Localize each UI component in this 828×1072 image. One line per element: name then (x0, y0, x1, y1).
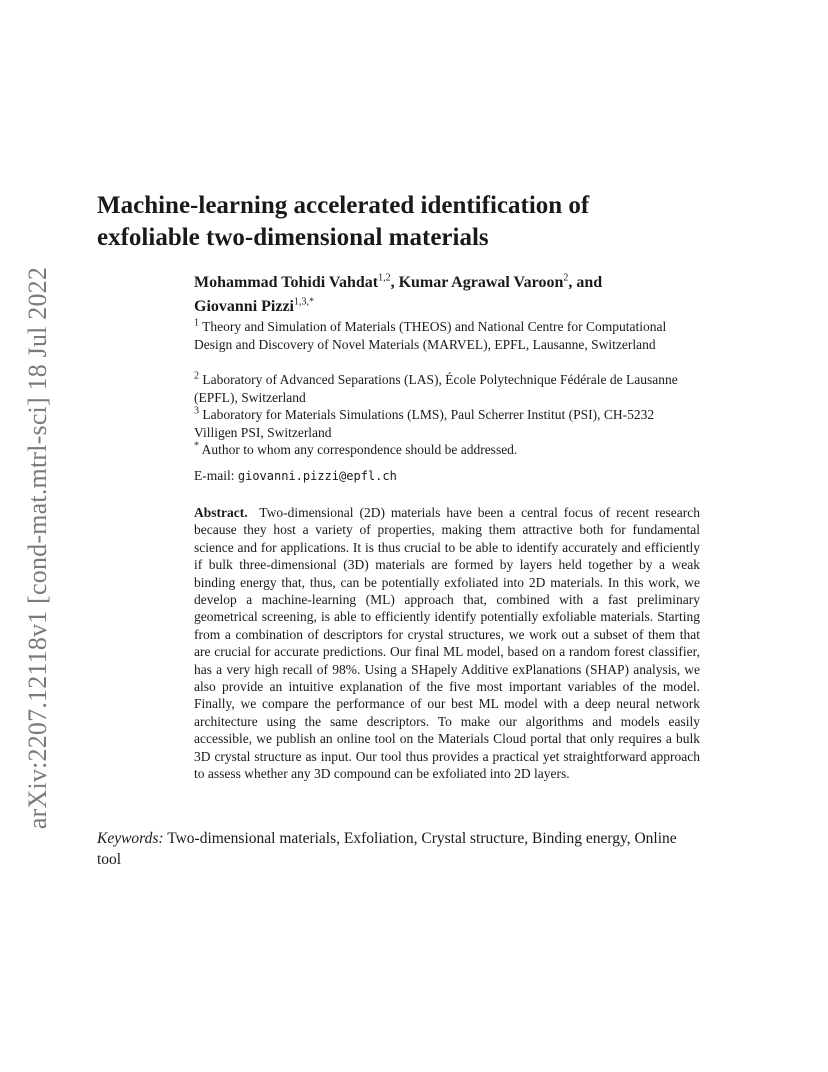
author-3-name: Giovanni Pizzi (194, 298, 294, 315)
email-address-link[interactable]: giovanni.pizzi@epfl.ch (237, 469, 397, 483)
affiliation-2-text: Laboratory of Advanced Separations (LAS), École Polytechnique Fédérale de Lausanne (EPFL), Switzerland (194, 372, 678, 405)
abstract-label: Abstract. (194, 505, 248, 520)
email-label: E-mail: (194, 468, 238, 483)
title-line-2: exfoliable two-dimensional materials (97, 224, 489, 251)
arxiv-identifier-text: arXiv:2207.12118v1 [cond-mat.mtrl-sci] 18 Jul 2022 (23, 266, 52, 829)
affiliation-3-mark: 3 (194, 405, 199, 417)
paper-title (97, 190, 717, 254)
title-line-1: Machine-learning accelerated identification of (97, 192, 590, 219)
author-list: Mohammad Tohidi Vahdat$^{1,2}$, Kumar Agrawal Varoon$^2$, and Giovanni Pizzi$^{1,3,*}$ (194, 272, 603, 315)
affiliation-2-mark: 2 (194, 370, 199, 382)
keywords-label: Keywords: (97, 830, 164, 847)
author-3-affiliation-marks: 1,3,* (294, 296, 314, 308)
email-line (194, 467, 700, 486)
affiliation-2 (194, 371, 700, 406)
keywords (97, 828, 700, 870)
correspondence-mark: * (194, 440, 199, 452)
author-2-name: Kumar Agrawal Varoon (398, 274, 564, 291)
correspondence-note (194, 441, 700, 459)
author-2-affiliation-marks: 2 (563, 272, 569, 284)
correspondence-text: Author to whom any correspondence should be addressed. (201, 442, 518, 457)
author-1-name: Mohammad Tohidi Vahdat (194, 274, 379, 291)
abstract-text: Two-dimensional (2D) materials have been a central focus of recent research because they host a variety of properties, making them attractive both for fundamental science and for applications. It is thus crucial to be able to identify accurately and efficiently if bulk three-dimensional (3D) materials are formed by layers held together by a weak binding energy that, thus, can be potentially exfoliated into 2D materials. In this work, we develop a machine-learning (ML) approach that, combined with a fast preliminary geometrical screening, is able to efficiently identify potentially exfoliable materials. Starting from a combination of descriptors for crystal structures, we work out a subset of them that are crucial for accurate predictions. Our final ML model, based on a random forest classifier, has a very high recall of 98%. Using a SHapely Additive exPlanations (SHAP) analysis, we also provide an intuitive explanation of the five most important variables of the model. Finally, we compare the performance of our best ML model with a deep neural network architecture using the same descriptors. To make our algorithms and models easily accessible, we publish an online tool on the Materials Cloud portal that only requires a bulk 3D crystal structure as input. Our tool thus provides a practical yet straightforward approach to assess whether any 3D compound can be exfoliated into 2D layers. (194, 505, 700, 782)
author-1-affiliation-marks: 1,2 (378, 272, 391, 284)
keywords-text: Two-dimensional materials, Exfoliation, Crystal structure, Binding energy, Online tool (97, 830, 677, 868)
affiliation-1-text: Theory and Simulation of Materials (THEOS) and National Centre for Computational Design and Discovery of Novel Materials (MARVEL), EPFL, Lausanne, Switzerland (194, 319, 667, 352)
abstract (194, 504, 700, 783)
author-conjunction: , and (568, 274, 603, 291)
affiliation-3 (194, 406, 700, 441)
affiliation-3-text: Laboratory for Materials Simulations (LMS), Paul Scherrer Institut (PSI), CH-5232 Villigen PSI, Switzerland (194, 407, 655, 440)
arxiv-identifier (20, 250, 56, 845)
affiliation-1-mark: 1 (194, 317, 199, 329)
affiliation-1 (194, 318, 700, 353)
